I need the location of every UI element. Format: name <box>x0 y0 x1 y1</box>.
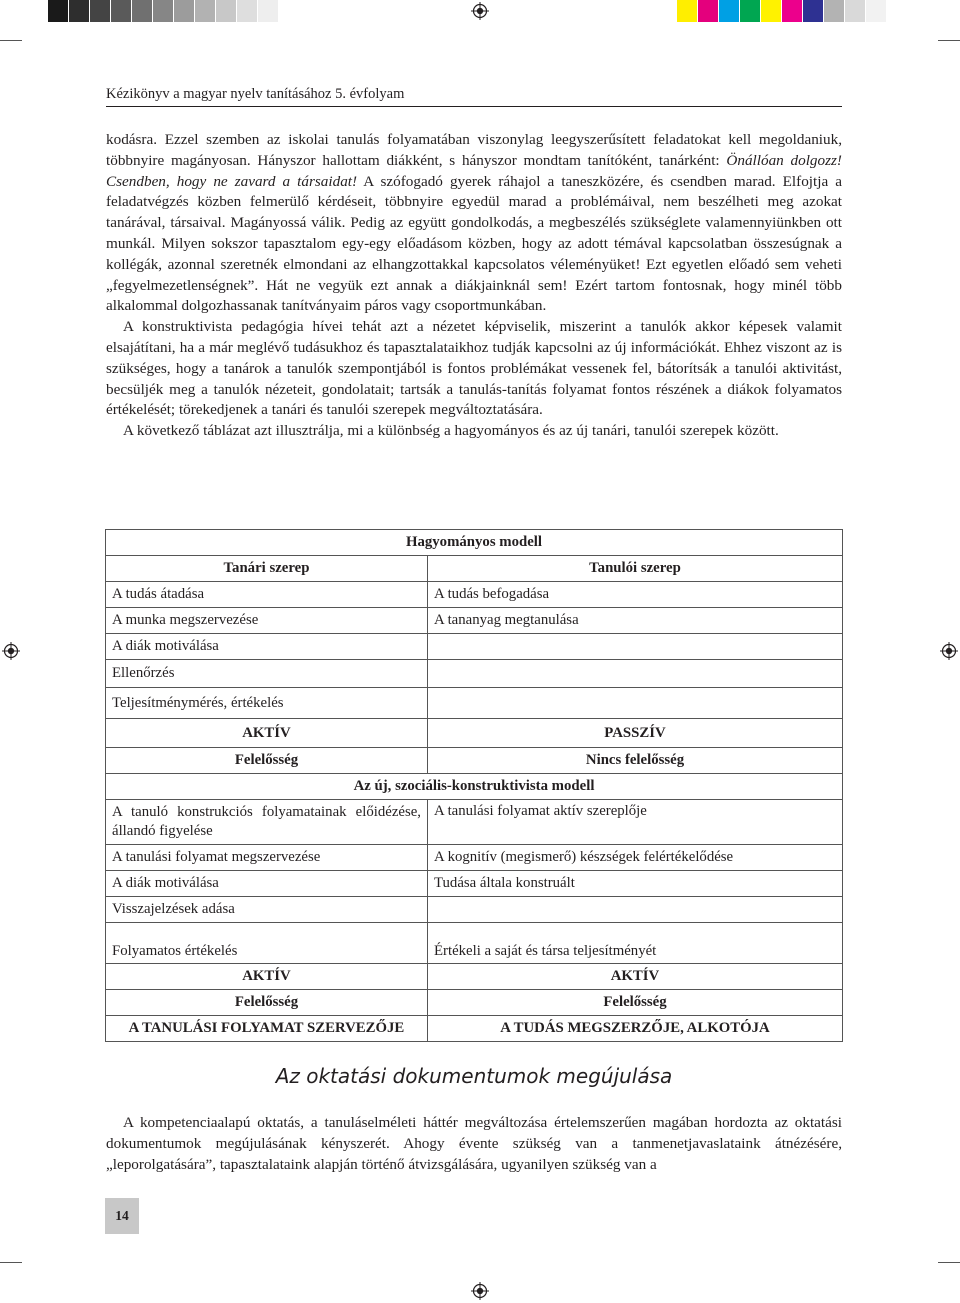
table-row <box>106 582 843 608</box>
registration-mark-icon <box>471 2 489 20</box>
teacher-cell: A tanulási folyamat megszervezése <box>106 845 428 871</box>
teacher-responsibility-cell: Felelősség <box>106 748 428 774</box>
student-role-header: Tanulói szerep <box>428 556 843 582</box>
student-cell: A tanulási folyamat aktív szereplője <box>428 800 843 845</box>
color-swatch <box>887 0 908 22</box>
color-swatch <box>866 0 887 22</box>
table-row <box>106 719 843 748</box>
color-swatch <box>69 0 90 22</box>
italic-quote: Önállóan dolgozz! Csendben, hogy ne zavard a társaidat! <box>106 151 842 190</box>
student-cell: Tudása általa konstruált <box>428 871 843 897</box>
color-swatch <box>174 0 195 22</box>
table-row <box>106 660 843 688</box>
color-swatch <box>195 0 216 22</box>
student-cell <box>428 634 843 660</box>
page-number: 14 <box>105 1198 139 1234</box>
color-swatch <box>740 0 761 22</box>
table-row <box>106 1016 843 1042</box>
paragraph-text: kodásra. Ezzel szemben az iskolai tanulás folyamatában viszonylag leegyszerűsített feladatokat kell megoldaniuk, többnyire magányosan. Hányszor hallottam diákként, s hányszor mondtam tanítóként, tanárként: <box>106 131 842 169</box>
student-cell: A tudás befogadása <box>428 582 843 608</box>
teacher-cell: Ellenőrzés <box>106 660 428 688</box>
teacher-activity-cell: AKTÍV <box>106 719 428 748</box>
color-swatch-strip <box>677 0 908 22</box>
crop-mark-top-left <box>0 40 22 41</box>
student-role-summary: A TUDÁS MEGSZERZŐJE, ALKOTÓJA <box>428 1016 843 1042</box>
crop-mark-top-right <box>938 40 960 41</box>
student-cell: A tananyag megtanulása <box>428 608 843 634</box>
student-activity-cell: PASSZÍV <box>428 719 843 748</box>
paragraph: A kompetenciaalapú oktatás, a tanuláselméleti háttér megváltozása értelemszerűen magában hordozta az oktatási dokumentumok megújulásának kényszerét. Ahogy évente szükség van a tanmenetjavaslataink átnézésére, „leporolgatására”, tapasztalataink alapján történő átvizsgálására, ugyanilyen szükség van a <box>106 1114 842 1173</box>
teacher-cell: A diák motiválása <box>106 871 428 897</box>
color-swatch <box>48 0 69 22</box>
teacher-responsibility-cell: Felelősség <box>106 990 428 1016</box>
color-swatch <box>132 0 153 22</box>
table-row <box>106 634 843 660</box>
teacher-role-summary: A TANULÁSI FOLYAMAT SZERVEZŐJE <box>106 1016 428 1042</box>
crop-mark-bottom-right <box>938 1262 960 1263</box>
color-swatch <box>824 0 845 22</box>
section-title: Az oktatási dokumentumok megújulása <box>275 1064 673 1088</box>
paragraph: A következő táblázat azt illusztrálja, mi a különbség a hagyományos és az új tanári, tanulói szerepek között. <box>123 422 779 440</box>
table-row <box>106 964 843 990</box>
color-swatch <box>719 0 740 22</box>
color-swatch <box>258 0 279 22</box>
teacher-cell: A munka megszervezése <box>106 608 428 634</box>
color-swatch <box>90 0 111 22</box>
teacher-cell: A tudás átadása <box>106 582 428 608</box>
crop-mark-bottom-left <box>0 1262 22 1263</box>
student-cell <box>428 660 843 688</box>
new-model-title: Az új, szociális-konstruktivista modell <box>106 774 843 800</box>
teacher-cell: Visszajelzések adása <box>106 897 428 923</box>
table-row <box>106 845 843 871</box>
table-row <box>106 774 843 800</box>
table-row <box>106 800 843 845</box>
table-row <box>106 530 843 556</box>
table-row <box>106 608 843 634</box>
table-row <box>106 748 843 774</box>
teacher-cell: A diák motiválása <box>106 634 428 660</box>
header-rule <box>106 106 842 107</box>
color-swatch <box>803 0 824 22</box>
student-responsibility-cell: Felelősség <box>428 990 843 1016</box>
student-cell: A kognitív (megismerő) készségek felértékelődése <box>428 845 843 871</box>
student-cell <box>428 688 843 719</box>
running-header: Kézikönyv a magyar nyelv tanításához 5. évfolyam <box>106 86 405 102</box>
table-row <box>106 556 843 582</box>
teacher-cell: Folyamatos értékelés <box>106 923 428 964</box>
color-swatch <box>761 0 782 22</box>
color-swatch <box>845 0 866 22</box>
table-row <box>106 688 843 719</box>
color-swatch <box>782 0 803 22</box>
color-swatch <box>698 0 719 22</box>
table-row <box>106 990 843 1016</box>
paragraph <box>106 130 842 317</box>
body-text <box>106 130 842 442</box>
registration-mark-icon <box>940 642 958 660</box>
table-row <box>106 871 843 897</box>
section-text <box>106 1113 842 1175</box>
roles-comparison-table <box>105 529 843 1042</box>
color-swatch <box>279 0 300 22</box>
teacher-cell: A tanuló konstrukciós folyamatainak előidézése, állandó figyelése <box>106 800 428 845</box>
teacher-activity-cell: AKTÍV <box>106 964 428 990</box>
color-swatch <box>216 0 237 22</box>
registration-mark-icon <box>2 642 20 660</box>
color-swatch <box>237 0 258 22</box>
student-activity-cell: AKTÍV <box>428 964 843 990</box>
table-row <box>106 897 843 923</box>
color-swatch <box>153 0 174 22</box>
paragraph: A konstruktivista pedagógia hívei tehát azt a nézetet képviselik, miszerint a tanulók akkor képesek valamit elsajátítani, ha a már meglévő tudásukhoz és tapasztalataikhoz tudják kapcsolni az új információkát. Ehhez viszont az is szükséges, hogy a tanárok a tanulók szempontjából is fontos problémákat vessenek fel, bátorítsák a tanulói aktivitást, becsüljék meg a tanulók nézeteit, gondolatait; tartsák a tanulás-tanítás folyamat fontos részének a diákok folyamatos értékelését; törekedjenek a tanári és tanulói szerepek megváltoztatására. <box>106 318 842 419</box>
student-responsibility-cell: Nincs felelősség <box>428 748 843 774</box>
student-cell <box>428 897 843 923</box>
teacher-cell: Teljesítménymérés, értékelés <box>106 688 428 719</box>
paragraph-text: A szófogadó gyerek ráhajol a taneszközére, és csendben marad. Elfojtja a feladatvégzés közben felmerülő kérdéseit, többnyire egyedül marad a problémáival, nem beszélheti meg azokat tanárával, társaival. Magányossá válik. Pedig az együtt gondolkodás, a megbeszélés szükséglete valamennyiünkben ott munkál. Milyen sokszor tapasztalom egy-egy előadásom közben, hogy az adott témával kapcsolatban összesúgnak a kollégák, azonnal szeretnék elmondani az elhangzottakkal kapcsolatos véleményüket! Ezt egyetlen előadó sem veheti „fegyelmezetlenségnek”. Hát ne vegyük ezt annak a diákjainknál sem! Ezért tartom fontosnak, hogy minél több alkalommal dolgozhassanak tanítványaim páros vagy csoportmunkában. <box>106 172 842 315</box>
teacher-role-header: Tanári szerep <box>106 556 428 582</box>
color-swatch <box>111 0 132 22</box>
color-swatch <box>677 0 698 22</box>
table-row <box>106 923 843 964</box>
grayscale-swatch-strip <box>48 0 300 22</box>
student-cell: Értékeli a saját és társa teljesítményét <box>428 923 843 964</box>
registration-mark-icon <box>471 1282 489 1300</box>
traditional-model-title: Hagyományos modell <box>106 530 843 556</box>
